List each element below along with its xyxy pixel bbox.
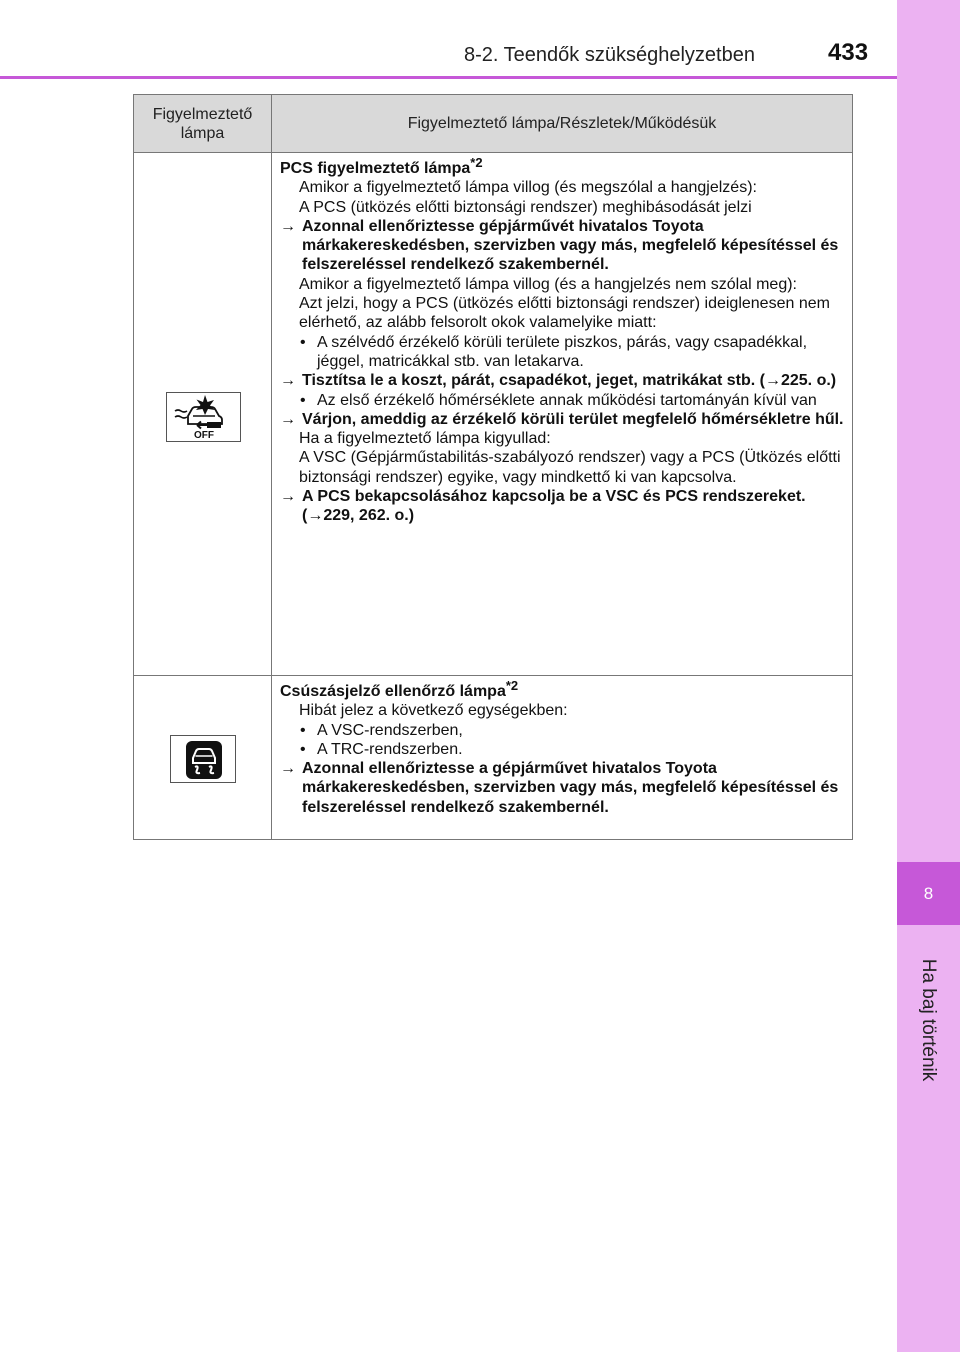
lamp-cell bbox=[134, 676, 272, 839]
action-line: → Azonnal ellenőriztesse a gépjárművet hivatalos Toyota márkakereskedésben, szervizben vagy más, megfelelő képesítéssel és felszereléssel rendelkező szakembernél. bbox=[280, 760, 839, 816]
bullet-item: • Az első érzékelő hőmérséklete annak működési tartományán kívül van bbox=[300, 391, 817, 409]
table-header bbox=[134, 95, 852, 153]
arrow-icon: → bbox=[280, 372, 296, 390]
chapter-title: Ha baj történik bbox=[918, 958, 939, 1082]
detail-line: A PCS (ütközés előtti biztonsági rendszer) meghibásodását jelzi bbox=[299, 198, 752, 216]
arrow-icon: → bbox=[280, 488, 296, 506]
slip-indicator-icon bbox=[170, 735, 236, 783]
action-line: → Várjon, ameddig az érzékelő körüli terület megfelelő hőmérsékletre hűl. bbox=[280, 410, 844, 428]
footnote-mark: *2 bbox=[505, 678, 519, 693]
bullet-icon: • bbox=[300, 333, 306, 351]
detail-line: Amikor a figyelmeztető lámpa villog (és megszólal a hangjelzés): bbox=[299, 179, 757, 197]
arrow-icon: → bbox=[280, 410, 296, 428]
page-number: 433 bbox=[828, 39, 869, 66]
detail-line: Azt jelzi, hogy a PCS (ütközés előtti biztonsági rendszer) ideiglenesen nem elérhető, az alább felsorolt okok valamelyike miatt: bbox=[299, 295, 830, 332]
chapter-number: 8 bbox=[897, 862, 960, 925]
action-line: → A PCS bekapcsolásához kapcsolja be a VSC és PCS rendszereket. (→229, 262. o.) bbox=[280, 488, 806, 525]
bullet-item: • A TRC-rendszerben. bbox=[300, 740, 463, 758]
arrow-icon: → bbox=[280, 217, 296, 235]
detail-line: Ha a figyelmeztető lámpa kigyullad: bbox=[299, 430, 551, 448]
row-title: Csúszásjelző ellenőrző lámpa$^{*2}$ bbox=[280, 678, 519, 700]
bullet-icon: • bbox=[300, 740, 306, 758]
detail-line: Hibát jelez a következő egységekben: bbox=[299, 702, 568, 720]
table-row bbox=[134, 676, 852, 839]
col-header-lamp: Figyelmeztető lámpa bbox=[134, 95, 272, 152]
action-line: → Tisztítsa le a koszt, párát, csapadékot, jeget, matrikákat stb. (→225. o.) bbox=[280, 372, 837, 390]
detail-line: Amikor a figyelmeztető lámpa villog (és a hangjelzés nem szólal meg): bbox=[299, 275, 797, 293]
detail-line: A VSC (Gépjárműstabilitás-szabályozó rendszer) vagy a PCS (Ütközés előtti biztonsági rendszer) egyike, vagy mindkettő ki van kapcsolva. bbox=[299, 449, 841, 486]
col-header-details: Figyelmeztető lámpa/Részletek/Működésük bbox=[407, 114, 717, 132]
header-divider bbox=[0, 76, 897, 79]
bullet-icon: • bbox=[300, 391, 306, 409]
action-line: → Azonnal ellenőriztesse gépjárművét hivatalos Toyota márkakereskedésben, szervizben vagy más, megfelelő képesítéssel és felszereléssel rendelkező szakembernél. bbox=[280, 217, 839, 274]
pcs-warning-off-icon bbox=[166, 392, 241, 442]
details-cell bbox=[272, 153, 852, 675]
arrow-icon: → bbox=[280, 760, 296, 778]
section-title: 8-2. Teendők szükséghelyzetben bbox=[464, 44, 755, 66]
bullet-item: • A VSC-rendszerben, bbox=[300, 721, 463, 739]
warning-lamp-table bbox=[133, 94, 853, 840]
table-row bbox=[134, 153, 852, 676]
bullet-icon: • bbox=[300, 721, 306, 739]
lamp-cell bbox=[134, 153, 272, 675]
bullet-item: • A szélvédő érzékelő körüli területe piszkos, párás, vagy csapadékkal, jéggel, matricákkal stb. van letakarva. bbox=[300, 333, 808, 370]
chapter-sidebar bbox=[897, 0, 960, 1352]
footnote-mark: *2 bbox=[470, 155, 483, 170]
pcs-off-label: OFF bbox=[194, 430, 214, 441]
row-title: PCS figyelmeztető lámpa$^{*2}$ bbox=[280, 155, 483, 177]
details-cell bbox=[272, 676, 852, 839]
